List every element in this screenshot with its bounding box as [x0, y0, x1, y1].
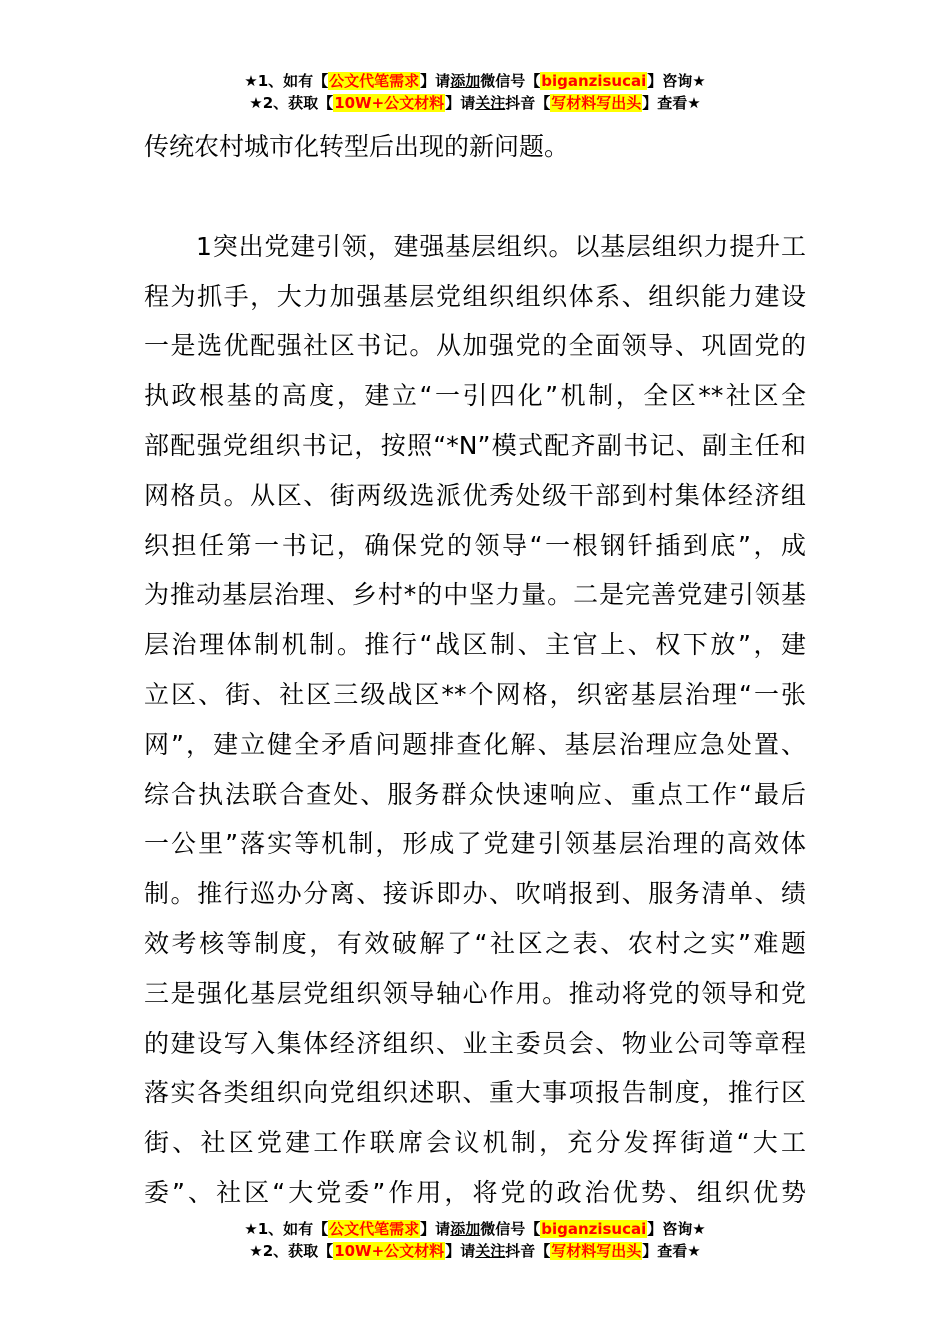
banner-line-2	[0, 92, 950, 114]
banner-underlined: 添加	[450, 72, 481, 90]
text-line: 一公里”落实等机制，形成了党建引领基层治理的高效体	[144, 829, 806, 859]
banner-underlined: 关注	[475, 94, 506, 112]
document-body	[144, 122, 806, 1268]
banner-text: 抖音【	[505, 1242, 551, 1260]
text-line: 制。推行巡办分离、接诉即办、吹哨报到、服务清单、绩	[144, 879, 806, 909]
banner-wechat-id: biganzisucai	[541, 72, 647, 90]
text-line: 落实各类组织向党组织述职、重大事项报告制度，推行区	[144, 1078, 806, 1108]
banner-line-1	[0, 1218, 950, 1240]
banner-text: 】咨询★	[647, 1220, 706, 1238]
banner-text: 】请	[420, 1220, 451, 1238]
banner-text: 微信号【	[480, 1220, 541, 1238]
text-line: 委”、社区“大党委”作用，将党的政治优势、组织优势	[144, 1177, 806, 1207]
banner-line-1	[0, 70, 950, 92]
paragraph-gap	[144, 172, 806, 222]
banner-text: 】查看★	[642, 94, 701, 112]
banner-douyin-id: 写材料写出头	[551, 1242, 642, 1260]
footer-banner	[0, 1218, 950, 1262]
text-line: 传统农村城市化转型后出现的新问题。	[144, 132, 570, 161]
text-line: 1突出党建引领，建强基层组织。以基层组织力提升工	[196, 231, 806, 261]
text-line: 执政根基的高度，建立“一引四化”机制，全区**社区全	[144, 381, 806, 411]
banner-text: ★2、获取【	[249, 1242, 334, 1260]
text-line: 网格员。从区、街两级选派优秀处级干部到村集体经济组	[144, 480, 806, 510]
text-line: 综合执法联合查处、服务群众快速响应、重点工作“最后	[144, 779, 806, 809]
banner-text: ★1、如有【	[244, 1220, 329, 1238]
text-line: 效考核等制度，有效破解了“社区之表、农村之实”难题	[144, 928, 806, 958]
banner-text: 】请	[445, 1242, 476, 1260]
text-line: 网”，建立健全矛盾问题排查化解、基层治理应急处置、	[144, 729, 806, 759]
banner-text: 】请	[420, 72, 451, 90]
text-line: 一是选优配强社区书记。从加强党的全面领导、巩固党的	[144, 331, 806, 361]
text-line: 织担任第一书记，确保党的领导“一根钢钎插到底”，成	[144, 530, 806, 560]
banner-douyin-id: 写材料写出头	[551, 94, 642, 112]
text-line: 层治理体制机制。推行“战区制、主官上、权下放”，建	[144, 630, 806, 660]
banner-highlight: 公文代笔需求	[329, 72, 420, 90]
banner-text: 】咨询★	[647, 72, 706, 90]
banner-text: 】请	[445, 94, 476, 112]
banner-wechat-id: biganzisucai	[541, 1220, 647, 1238]
banner-highlight: 10W+公文材料	[334, 1242, 445, 1260]
header-banner	[0, 70, 950, 114]
text-line: 为推动基层治理、乡村*的中坚力量。二是完善党建引领基	[144, 580, 806, 610]
text-line: 程为抓手，大力加强基层党组织组织体系、组织能力建设	[144, 281, 806, 311]
text-line: 街、社区党建工作联席会议机制，充分发挥街道“大工	[144, 1128, 806, 1158]
banner-text: ★2、获取【	[249, 94, 334, 112]
banner-text: 】查看★	[642, 1242, 701, 1260]
banner-highlight: 10W+公文材料	[334, 94, 445, 112]
banner-text: ★1、如有【	[244, 72, 329, 90]
banner-text: 微信号【	[480, 72, 541, 90]
banner-line-2	[0, 1240, 950, 1262]
banner-underlined: 添加	[450, 1220, 481, 1238]
text-line: 的建设写入集体经济组织、业主委员会、物业公司等章程	[144, 1028, 806, 1058]
banner-highlight: 公文代笔需求	[329, 1220, 420, 1238]
text-line: 立区、街、社区三级战区**个网格，织密基层治理“一张	[144, 679, 806, 709]
text-line: 三是强化基层党组织领导轴心作用。推动将党的领导和党	[144, 978, 806, 1008]
banner-text: 抖音【	[505, 94, 551, 112]
text-line: 部配强党组织书记，按照“*N”模式配齐副书记、副主任和	[144, 430, 806, 460]
banner-underlined: 关注	[475, 1242, 506, 1260]
